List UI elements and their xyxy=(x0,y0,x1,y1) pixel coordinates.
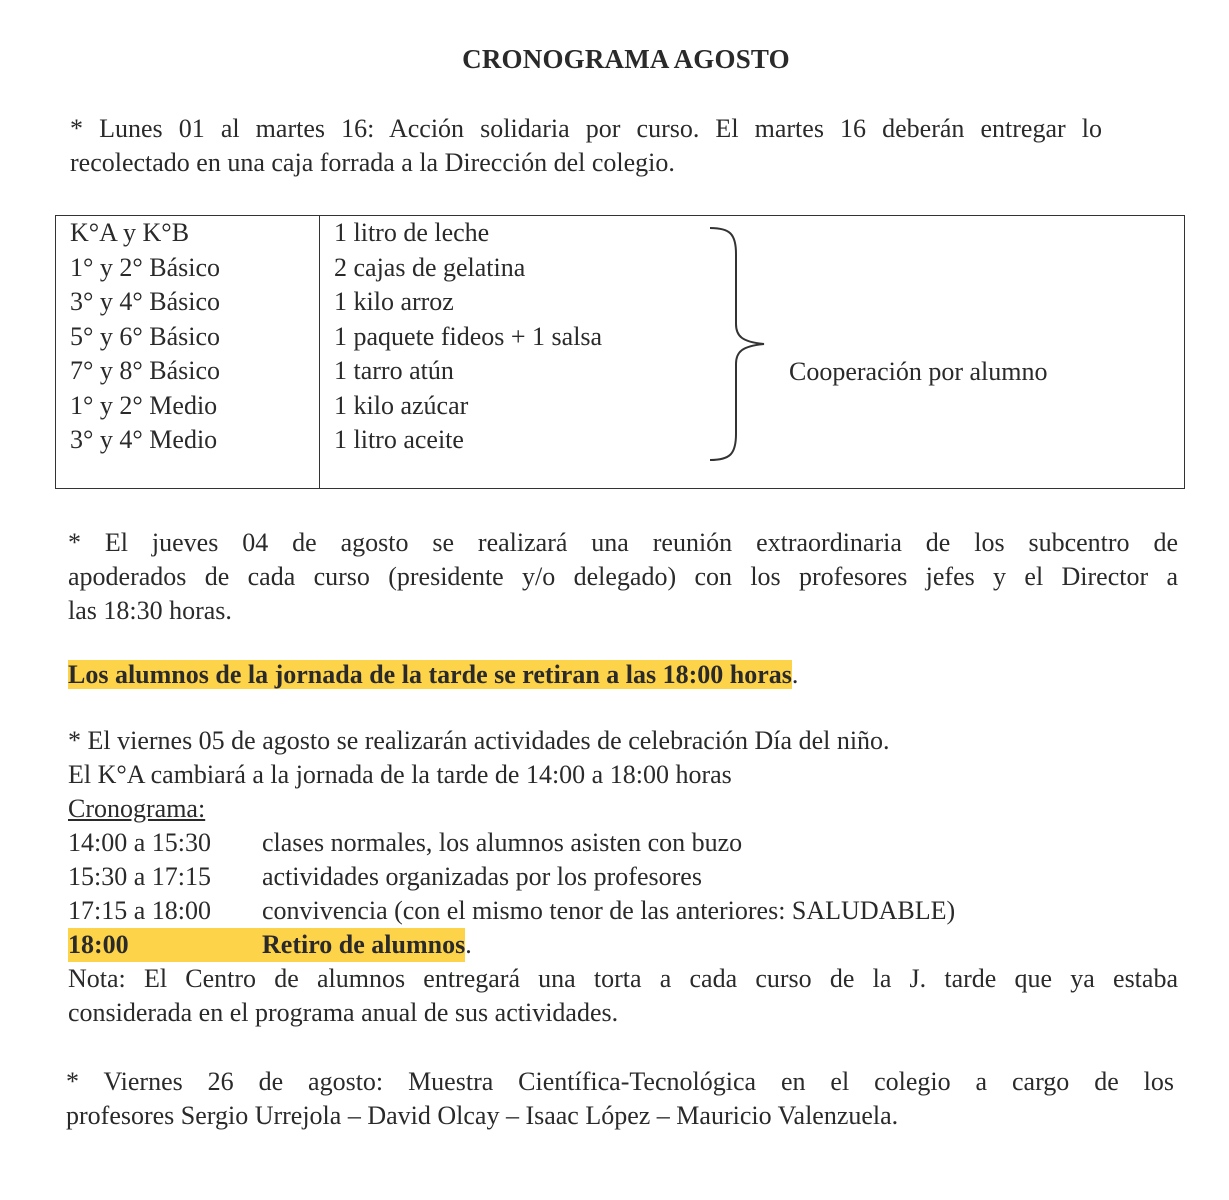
table-divider xyxy=(319,216,320,488)
item-childrens-day xyxy=(68,724,1178,1030)
schedule-final-row xyxy=(68,928,1178,962)
item-cell: 1 tarro atún xyxy=(334,356,454,385)
item-cell: 1 litro aceite xyxy=(334,425,464,454)
item-meeting xyxy=(68,526,1178,628)
course-cell: 5° y 6° Básico xyxy=(70,321,221,351)
highlighted-text: Los alumnos de la jornada de la tarde se retiran a las 18:00 horas xyxy=(68,660,792,689)
item-cell: 1 kilo azúcar xyxy=(334,390,469,420)
item-science-fair xyxy=(66,1065,1174,1133)
schedule-activity: Retiro de alumnos xyxy=(262,930,466,959)
afternoon-dismissal-notice xyxy=(68,658,798,692)
schedule-activity: clases normales, los alumnos asisten con buzo xyxy=(262,828,743,857)
course-cell: 3° y 4° Medio xyxy=(70,425,218,454)
paragraph-line: * Viernes 26 de agosto: Muestra Científica-Tecnológica en el colegio a cargo de los xyxy=(66,1067,1174,1096)
paragraph-line: El K°A cambiará a la jornada de la tarde de 14:00 a 18:00 horas xyxy=(68,760,732,789)
paragraph-line: profesores Sergio Urrejola – David Olcay – Isaac López – Mauricio Valenzuela. xyxy=(66,1101,899,1130)
schedule-time: 14:00 a 15:30 xyxy=(68,828,211,857)
paragraph-line: * El jueves 04 de agosto se realizará una reunión extraordinaria de los subcentro de xyxy=(68,528,1178,557)
schedule-row xyxy=(68,894,1178,928)
course-cell: 3° y 4° Básico xyxy=(70,287,221,316)
item-solidarity-action xyxy=(70,112,1102,180)
item-cell: 1 litro de leche xyxy=(334,218,490,247)
cooperation-note: Cooperación por alumno xyxy=(789,357,1048,386)
paragraph-line: * Lunes 01 al martes 16: Acción solidaria por curso. El martes 16 deberán entregar lo xyxy=(70,114,1102,143)
schedule-row xyxy=(68,860,1178,894)
final-punctuation: . xyxy=(465,930,472,959)
schedule-activity: convivencia (con el mismo tenor de las anteriores: SALUDABLE) xyxy=(262,896,956,925)
paragraph-line: las 18:30 horas. xyxy=(68,596,232,625)
curly-brace xyxy=(706,224,776,464)
item-cell: 1 paquete fideos + 1 salsa xyxy=(334,321,603,351)
course-cell: 1° y 2° Básico xyxy=(70,252,221,282)
note-line: considerada en el programa anual de sus actividades. xyxy=(68,998,619,1027)
supplies-table xyxy=(55,215,1185,489)
items-column xyxy=(334,216,602,458)
schedule-time: 18:00 xyxy=(68,930,129,959)
course-cell: 1° y 2° Medio xyxy=(70,390,218,420)
item-cell: 2 cajas de gelatina xyxy=(334,252,526,282)
schedule-time: 15:30 a 17:15 xyxy=(68,862,211,891)
item-cell: 1 kilo arroz xyxy=(334,287,454,316)
schedule-heading: Cronograma: xyxy=(68,794,206,823)
paragraph-line: * El viernes 05 de agosto se realizarán actividades de celebración Día del niño. xyxy=(68,726,890,755)
paragraph-line: apoderados de cada curso (presidente y/o delegado) con los profesores jefes y el Director a xyxy=(68,562,1178,591)
schedule-activity: actividades organizadas por los profesores xyxy=(262,862,702,891)
course-cell: 7° y 8° Básico xyxy=(70,356,221,385)
courses-column xyxy=(70,216,220,458)
notice-punctuation: . xyxy=(791,660,799,689)
schedule-time: 17:15 a 18:00 xyxy=(68,896,211,925)
note-line: Nota: El Centro de alumnos entregará una torta a cada curso de la J. tarde que ya estaba xyxy=(68,964,1178,993)
document-title: CRONOGRAMA AGOSTO xyxy=(462,44,790,74)
paragraph-line: recolectado en una caja forrada a la Dirección del colegio. xyxy=(70,148,675,177)
schedule-row xyxy=(68,826,1178,860)
highlighted-final-row xyxy=(68,928,465,962)
course-cell: K°A y K°B xyxy=(70,218,190,247)
